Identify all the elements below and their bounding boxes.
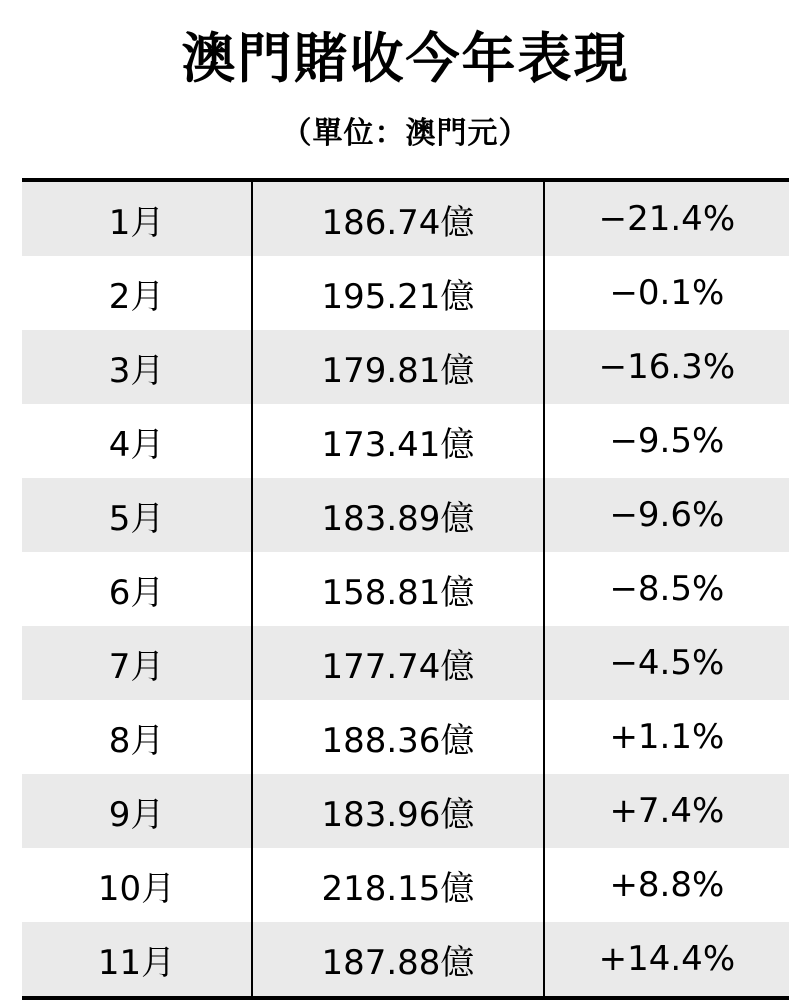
table-row bbox=[22, 180, 789, 256]
cell-change: −0.1% bbox=[544, 256, 789, 330]
cell-change: −16.3% bbox=[544, 330, 789, 404]
cell-change: −21.4% bbox=[544, 180, 789, 256]
cell-month: 3月 bbox=[22, 330, 252, 404]
cell-change: +14.4% bbox=[544, 922, 789, 998]
table-row bbox=[22, 256, 789, 330]
cell-revenue: 183.89億 bbox=[252, 478, 544, 552]
cell-change: +1.1% bbox=[544, 700, 789, 774]
page-subtitle: （單位：澳門元） bbox=[281, 116, 530, 152]
page-title: 澳門賭收今年表現 bbox=[181, 27, 630, 90]
cell-change: −4.5% bbox=[544, 626, 789, 700]
table-row bbox=[22, 922, 789, 998]
cell-month: 4月 bbox=[22, 404, 252, 478]
cell-month: 7月 bbox=[22, 626, 252, 700]
table-row bbox=[22, 848, 789, 922]
cell-month: 8月 bbox=[22, 700, 252, 774]
table-row bbox=[22, 626, 789, 700]
table-row bbox=[22, 700, 789, 774]
cell-change: +7.4% bbox=[544, 774, 789, 848]
cell-month: 9月 bbox=[22, 774, 252, 848]
cell-month: 10月 bbox=[22, 848, 252, 922]
cell-revenue: 173.41億 bbox=[252, 404, 544, 478]
cell-revenue: 179.81億 bbox=[252, 330, 544, 404]
cell-revenue: 183.96億 bbox=[252, 774, 544, 848]
cell-revenue: 187.88億 bbox=[252, 922, 544, 998]
cell-revenue: 177.74億 bbox=[252, 626, 544, 700]
cell-revenue: 186.74億 bbox=[252, 180, 544, 256]
cell-month: 6月 bbox=[22, 552, 252, 626]
gaming-revenue-table bbox=[22, 178, 789, 1000]
cell-change: +8.8% bbox=[544, 848, 789, 922]
cell-month: 2月 bbox=[22, 256, 252, 330]
table-row bbox=[22, 404, 789, 478]
cell-revenue: 158.81億 bbox=[252, 552, 544, 626]
cell-month: 5月 bbox=[22, 478, 252, 552]
table-row bbox=[22, 774, 789, 848]
table-container bbox=[0, 178, 811, 1000]
cell-revenue: 218.15億 bbox=[252, 848, 544, 922]
cell-revenue: 195.21億 bbox=[252, 256, 544, 330]
cell-change: −9.6% bbox=[544, 478, 789, 552]
table-row bbox=[22, 552, 789, 626]
cell-change: −9.5% bbox=[544, 404, 789, 478]
table-row bbox=[22, 330, 789, 404]
cell-revenue: 188.36億 bbox=[252, 700, 544, 774]
cell-month: 11月 bbox=[22, 922, 252, 998]
table-row bbox=[22, 478, 789, 552]
cell-change: −8.5% bbox=[544, 552, 789, 626]
cell-month: 1月 bbox=[22, 180, 252, 256]
